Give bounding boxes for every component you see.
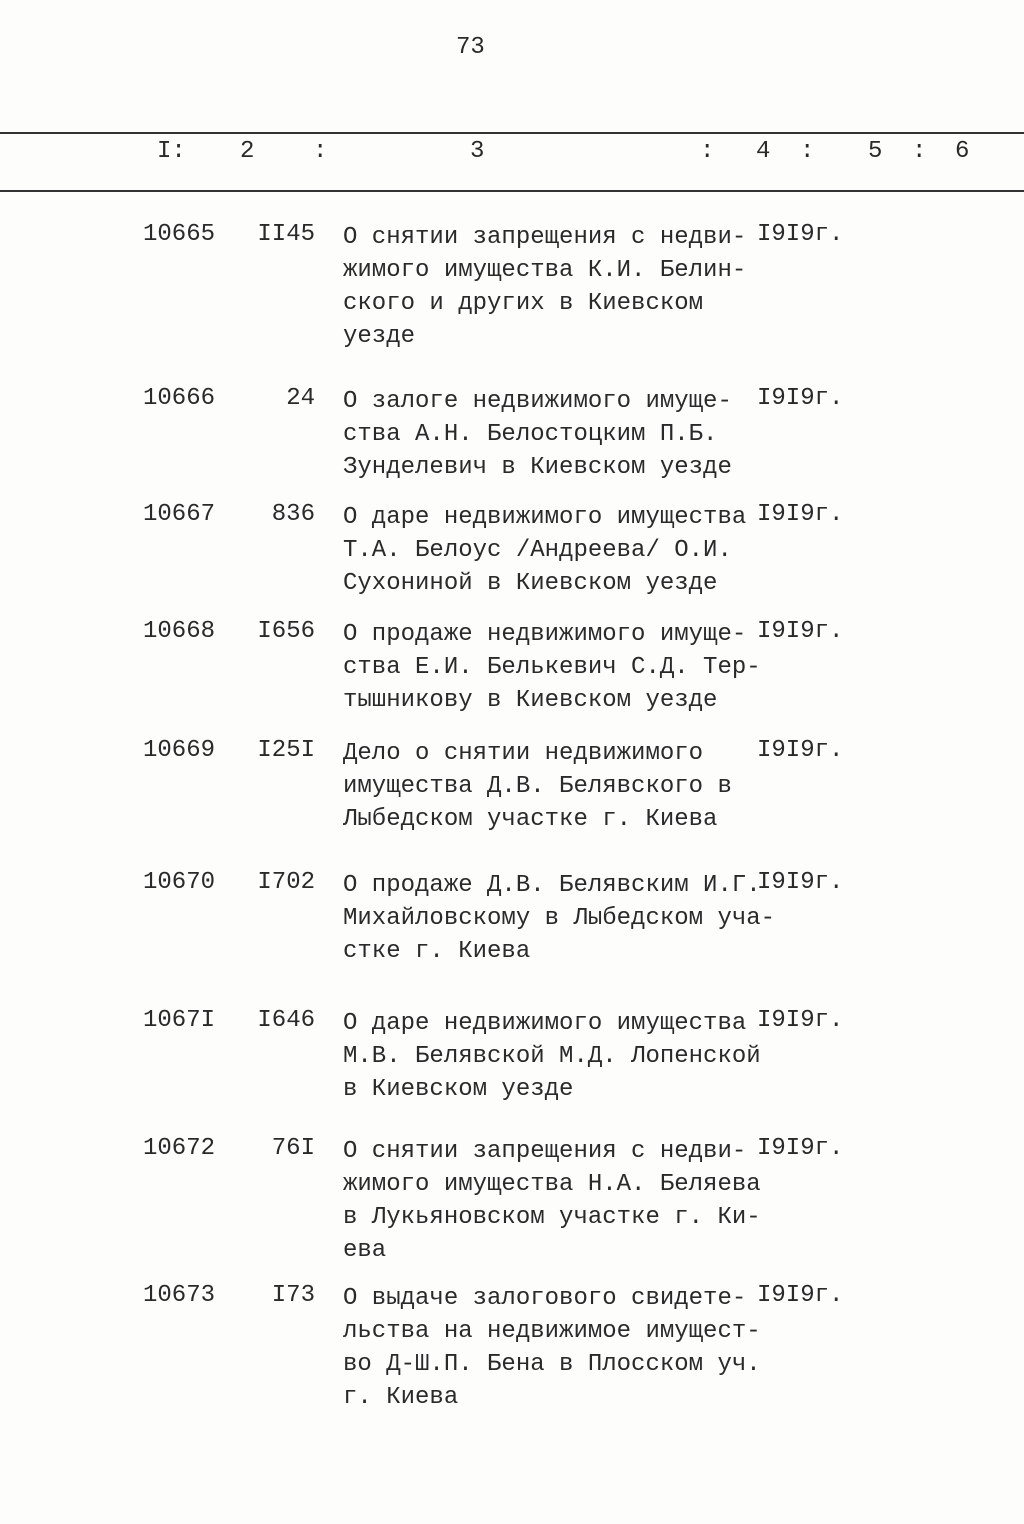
case-title-line: в Лукьяновском участке г. Ки- bbox=[343, 1204, 761, 1231]
col-header-6: 6 bbox=[955, 138, 970, 165]
col-separator: : bbox=[313, 138, 328, 165]
case-number: 10672 bbox=[143, 1135, 216, 1162]
case-title-line: имущества Д.В. Белявского в bbox=[343, 773, 732, 800]
case-number: 10670 bbox=[143, 869, 216, 896]
case-title bbox=[343, 869, 775, 968]
sheet-count: 24 bbox=[286, 385, 315, 412]
case-title bbox=[343, 501, 746, 600]
case-title bbox=[343, 1282, 761, 1414]
case-title-line: О даре недвижимого имущества bbox=[343, 1010, 747, 1037]
sheet-count: II45 bbox=[257, 221, 315, 248]
case-number: 10667 bbox=[143, 501, 216, 528]
col-header-5: 5 bbox=[868, 138, 883, 165]
col-header-2: 2 bbox=[240, 138, 255, 165]
case-title-line: ского и других в Киевском bbox=[343, 290, 704, 317]
case-title-line: ева bbox=[343, 1237, 387, 1264]
case-number: 10669 bbox=[143, 737, 216, 764]
col-separator: : bbox=[700, 138, 715, 165]
case-year: I9I9г. bbox=[757, 501, 844, 528]
case-title-line: ства Е.И. Белькевич С.Д. Тер- bbox=[343, 654, 761, 681]
page-number: 73 bbox=[456, 34, 485, 61]
case-title-line: О снятии запрещения с недви- bbox=[343, 224, 747, 251]
header-top-rule bbox=[0, 132, 1024, 134]
sheet-count: 76I bbox=[271, 1135, 315, 1162]
case-title-line: Лыбедском участке г. Киева bbox=[343, 806, 718, 833]
col-header-3: 3 bbox=[470, 138, 485, 165]
case-title-line: в Киевском уезде bbox=[343, 1076, 574, 1103]
case-year: I9I9г. bbox=[757, 1135, 844, 1162]
case-title bbox=[343, 1007, 761, 1106]
case-title bbox=[343, 737, 732, 836]
sheet-count: I656 bbox=[257, 618, 315, 645]
case-title-line: Михайловскому в Лыбедском уча- bbox=[343, 905, 776, 932]
case-year: I9I9г. bbox=[757, 737, 844, 764]
case-title-line: Зунделевич в Киевском уезде bbox=[343, 454, 732, 481]
case-title-line: О залоге недвижимого имуще- bbox=[343, 388, 732, 415]
case-title-line: Сухониной в Киевском уезде bbox=[343, 570, 718, 597]
case-year: I9I9г. bbox=[757, 1282, 844, 1309]
case-title-line: О даре недвижимого имущества bbox=[343, 504, 747, 531]
case-year: I9I9г. bbox=[757, 221, 844, 248]
case-title-line: Т.А. Белоус /Андреева/ О.И. bbox=[343, 537, 732, 564]
case-title-line: О продаже Д.В. Белявским И.Г. bbox=[343, 872, 761, 899]
case-title bbox=[343, 385, 732, 484]
sheet-count: 836 bbox=[271, 501, 315, 528]
case-title-line: тышникову в Киевском уезде bbox=[343, 687, 718, 714]
case-year: I9I9г. bbox=[757, 385, 844, 412]
case-year: I9I9г. bbox=[757, 869, 844, 896]
case-title-line: О снятии запрещения с недви- bbox=[343, 1138, 747, 1165]
sheet-count: I73 bbox=[271, 1282, 315, 1309]
case-number: 10668 bbox=[143, 618, 216, 645]
case-title-line: жимого имущества К.И. Белин- bbox=[343, 257, 747, 284]
header-bottom-rule bbox=[0, 190, 1024, 192]
case-title-line: Дело о снятии недвижимого bbox=[343, 740, 704, 767]
case-title-line: ства А.Н. Белостоцким П.Б. bbox=[343, 421, 718, 448]
case-title bbox=[343, 221, 746, 353]
case-number: 10673 bbox=[143, 1282, 216, 1309]
case-number: 1067I bbox=[143, 1007, 216, 1034]
sheet-count: I25I bbox=[257, 737, 315, 764]
case-number: 10666 bbox=[143, 385, 216, 412]
case-year: I9I9г. bbox=[757, 1007, 844, 1034]
case-title-line: О продаже недвижимого имуще- bbox=[343, 621, 747, 648]
sheet-count: I646 bbox=[257, 1007, 315, 1034]
case-title-line: г. Киева bbox=[343, 1384, 459, 1411]
col-separator: : bbox=[800, 138, 815, 165]
col-header-4: 4 bbox=[756, 138, 771, 165]
case-title-line: уезде bbox=[343, 323, 416, 350]
case-title-line: стке г. Киева bbox=[343, 938, 531, 965]
sheet-count: I702 bbox=[257, 869, 315, 896]
col-separator: : bbox=[912, 138, 927, 165]
case-title-line: во Д-Ш.П. Бена в Плосском уч. bbox=[343, 1351, 761, 1378]
case-title-line: О выдаче залогового свидете- bbox=[343, 1285, 747, 1312]
case-year: I9I9г. bbox=[757, 618, 844, 645]
case-title-line: льства на недвижимое имущест- bbox=[343, 1318, 761, 1345]
col-header-1: I: bbox=[157, 138, 186, 165]
case-number: 10665 bbox=[143, 221, 216, 248]
case-title bbox=[343, 1135, 761, 1267]
case-title-line: жимого имущества Н.А. Беляева bbox=[343, 1171, 761, 1198]
case-title bbox=[343, 618, 761, 717]
case-title-line: М.В. Белявской М.Д. Лопенской bbox=[343, 1043, 761, 1070]
